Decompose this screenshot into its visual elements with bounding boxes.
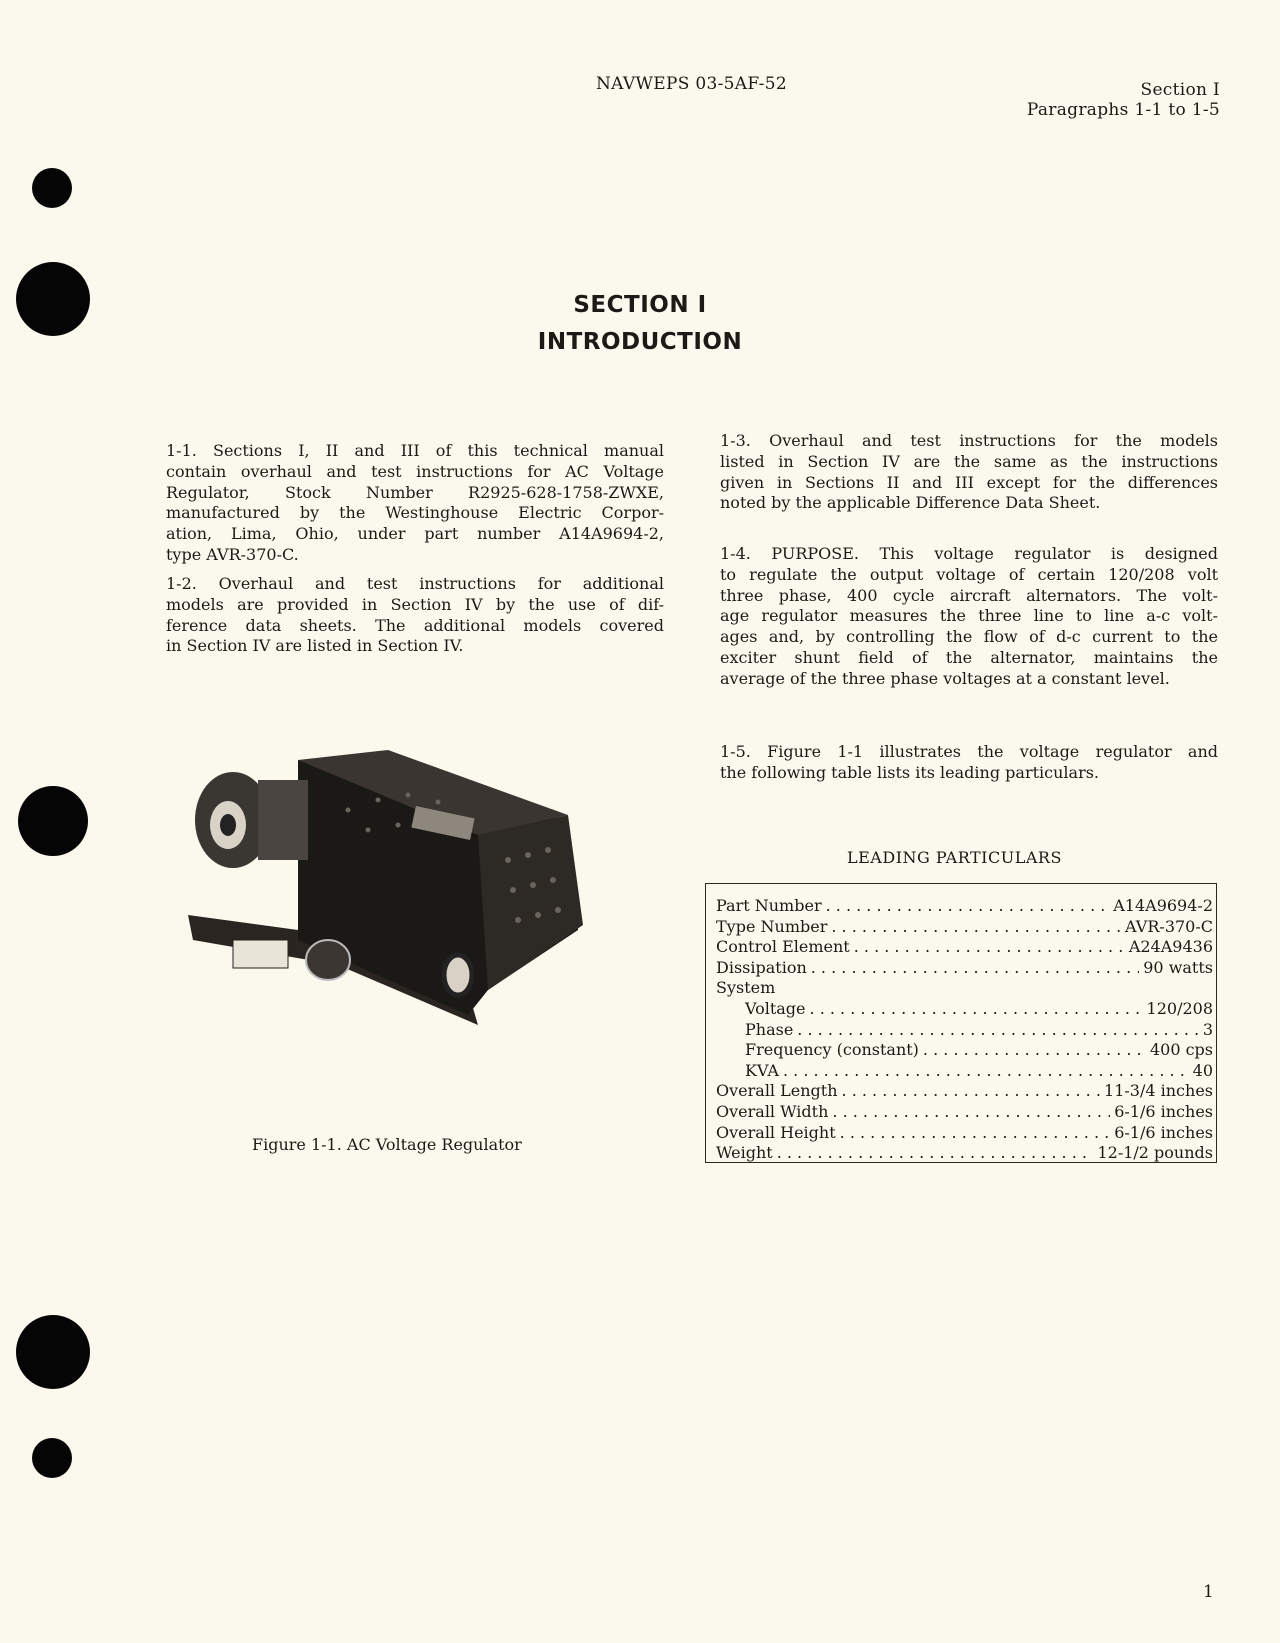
dot-leader bbox=[832, 1102, 1110, 1123]
row-label: Dissipation bbox=[716, 957, 807, 977]
section-subtitle: INTRODUCTION bbox=[537, 329, 743, 355]
paragraph-line: contain overhaul and test instructions for AC Voltage bbox=[166, 461, 664, 481]
dot-leader bbox=[826, 896, 1110, 917]
row-value: 12-1/2 pounds bbox=[1097, 1143, 1213, 1163]
paragraph-line: exciter shunt field of the alternator, maintains the bbox=[720, 647, 1218, 667]
table-row bbox=[706, 937, 1216, 958]
paragraphs-range: Paragraphs 1-1 to 1-5 bbox=[1026, 100, 1220, 120]
table-row bbox=[706, 896, 1216, 917]
dot-leader bbox=[783, 1061, 1189, 1082]
table-row bbox=[706, 1081, 1216, 1102]
paragraph-line: noted by the applicable Difference Data Sheet. bbox=[720, 493, 1101, 513]
paragraph-line: 1-2. Overhaul and test instructions for additional bbox=[166, 574, 664, 593]
table-row bbox=[706, 1061, 1216, 1082]
row-value: 6-1/6 inches bbox=[1114, 1101, 1213, 1121]
paragraph-line: ference data sheets. The additional models covered bbox=[166, 615, 664, 635]
section-title: SECTION I bbox=[573, 292, 707, 318]
dot-leader bbox=[854, 937, 1125, 958]
row-value: 40 bbox=[1192, 1060, 1213, 1080]
paragraph-line: average of the three phase voltages at a constant level. bbox=[720, 668, 1170, 688]
paragraph-line: models are provided in Section IV by the use of dif- bbox=[166, 594, 664, 614]
voltage-regulator-photo bbox=[188, 740, 588, 1050]
row-label: Overall Width bbox=[716, 1101, 829, 1121]
row-label: Frequency (constant) bbox=[745, 1040, 919, 1060]
paragraph-line: 1-3. Overhaul and test instructions for the models bbox=[720, 431, 1218, 450]
binder-hole bbox=[32, 1438, 72, 1478]
dot-leader bbox=[840, 1123, 1111, 1144]
paragraph-line: 1-4. PURPOSE. This voltage regulator is designed bbox=[720, 544, 1218, 563]
document-number: NAVWEPS 03-5AF-52 bbox=[596, 74, 787, 94]
row-label: KVA bbox=[745, 1060, 779, 1080]
paragraph-line: ation, Lima, Ohio, under part number A14A9694-2, bbox=[166, 524, 664, 544]
row-value: AVR-370-C bbox=[1125, 916, 1213, 936]
binder-hole bbox=[16, 1315, 90, 1389]
table-row bbox=[706, 1143, 1216, 1164]
row-label: System bbox=[716, 978, 776, 998]
row-label: Phase bbox=[745, 1019, 794, 1039]
row-value: 120/208 bbox=[1146, 998, 1213, 1018]
paragraph bbox=[720, 544, 1218, 690]
paragraph-line: given in Sections II and III except for the differences bbox=[720, 472, 1218, 492]
binder-hole bbox=[18, 786, 88, 856]
paragraph-line: 1-1. Sections I, II and III of this technical manual bbox=[166, 441, 664, 460]
dot-leader bbox=[842, 1081, 1101, 1102]
row-label: Voltage bbox=[745, 998, 806, 1018]
row-label: Overall Height bbox=[716, 1122, 836, 1142]
dot-leader bbox=[810, 999, 1143, 1020]
table-row bbox=[706, 917, 1216, 938]
dot-leader bbox=[797, 1020, 1199, 1041]
page-number: 1 bbox=[1203, 1582, 1214, 1602]
row-value: 11-3/4 inches bbox=[1104, 1081, 1213, 1101]
table-row bbox=[706, 1020, 1216, 1041]
table-row bbox=[706, 999, 1216, 1020]
paragraph bbox=[166, 441, 664, 566]
table-row bbox=[706, 1040, 1216, 1061]
row-value: 400 cps bbox=[1149, 1040, 1213, 1060]
paragraph-line: 1-5. Figure 1-1 illustrates the voltage regulator and bbox=[720, 742, 1218, 761]
paragraph-line: Regulator, Stock Number R2925-628-1758-ZWXE, bbox=[166, 482, 664, 502]
paragraph-line: to regulate the output voltage of certain 120/208 volt bbox=[720, 564, 1218, 584]
row-label: Type Number bbox=[716, 916, 828, 936]
paragraph-line: listed in Section IV are the same as the instructions bbox=[720, 451, 1218, 471]
table-row bbox=[706, 978, 1216, 999]
paragraph-line: in Section IV are listed in Section IV. bbox=[166, 636, 464, 656]
paragraph bbox=[720, 431, 1218, 514]
row-value: 6-1/6 inches bbox=[1114, 1122, 1213, 1142]
paragraph-line: three phase, 400 cycle aircraft alternators. The volt- bbox=[720, 585, 1218, 605]
figure-caption: Figure 1-1. AC Voltage Regulator bbox=[252, 1135, 522, 1154]
section-label: Section I bbox=[1140, 80, 1220, 100]
paragraph-line: the following table lists its leading particulars. bbox=[720, 762, 1100, 782]
table-title: LEADING PARTICULARS bbox=[847, 848, 1062, 867]
paragraph-line: ages and, by controlling the flow of d-c current to the bbox=[720, 627, 1218, 647]
row-label: Weight bbox=[716, 1143, 773, 1163]
paragraph-line: age regulator measures the three line to line a-c volt- bbox=[720, 606, 1218, 626]
leading-particulars-table bbox=[705, 883, 1217, 1163]
paragraph bbox=[720, 742, 1218, 784]
row-value: A24A9436 bbox=[1128, 937, 1213, 957]
row-value: 3 bbox=[1202, 1019, 1213, 1039]
table-row bbox=[706, 1123, 1216, 1144]
dot-leader bbox=[831, 917, 1121, 938]
table-row bbox=[706, 958, 1216, 979]
dot-leader bbox=[923, 1040, 1146, 1061]
row-label: Control Element bbox=[716, 937, 850, 957]
row-label: Part Number bbox=[716, 896, 822, 915]
table-row bbox=[706, 1102, 1216, 1123]
dot-leader bbox=[811, 958, 1140, 979]
paragraph-line: type AVR-370-C. bbox=[166, 544, 299, 564]
dot-leader bbox=[777, 1143, 1094, 1164]
paragraph-line: manufactured by the Westinghouse Electric Corpor- bbox=[166, 503, 664, 523]
row-value: A14A9694-2 bbox=[1113, 896, 1213, 915]
row-value: 90 watts bbox=[1143, 957, 1213, 977]
binder-hole bbox=[32, 168, 72, 208]
row-label: Overall Length bbox=[716, 1081, 838, 1101]
paragraph bbox=[166, 574, 664, 657]
